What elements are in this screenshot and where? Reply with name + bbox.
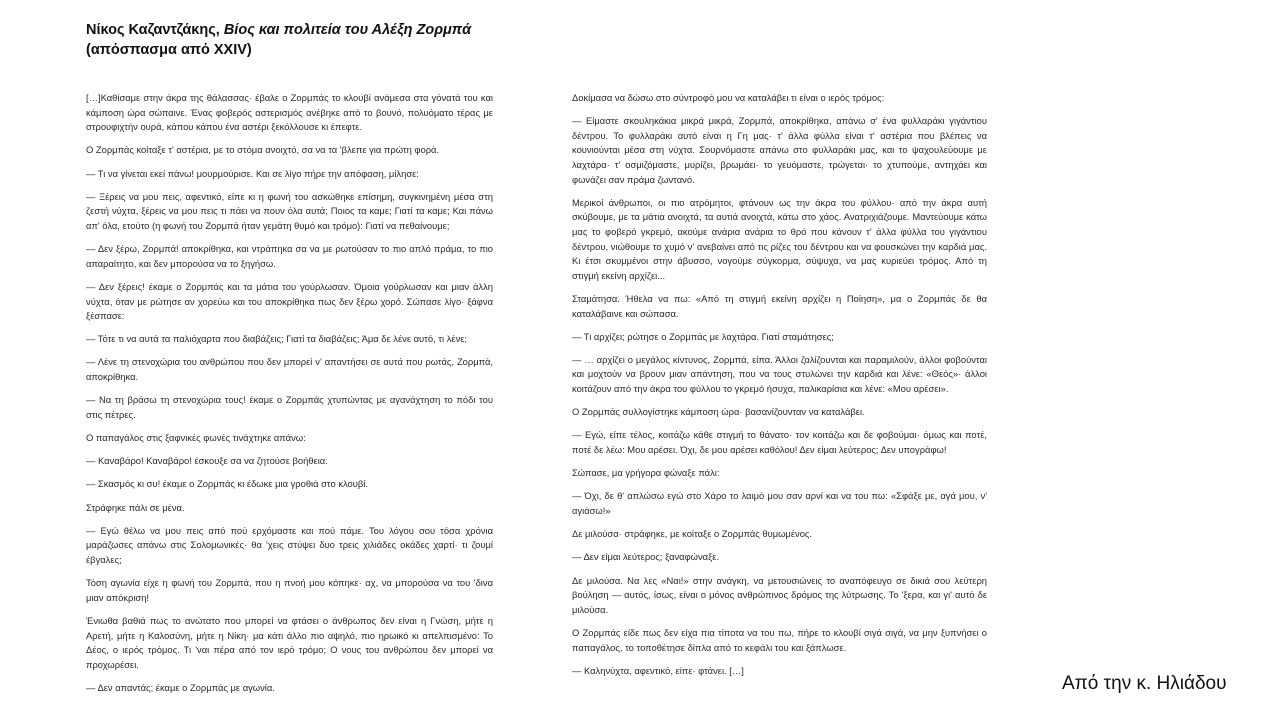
text-column-left: [86, 91, 493, 704]
text-column-right: [572, 91, 987, 687]
paragraph: Ένιωθα βαθιά πως το ανώτατο που μπορεί να φτάσει ο άνθρωπος δεν είναι η Γνώση, μήτε η Αρετή, μήτε η Καλοσύνη, μήτε η Νίκη· μα κάτι άλλο πιο αψηλό, πιο ηρωικό κι απελπισμένο: Το Δέος, ο ιερός τρόμος. Τι 'ναι πέρα από τον ιερό τρόμο; Ο νους του ανθρώπου δεν μπορεί να προχωρέσει.: [86, 614, 493, 670]
paragraph: Ο Ζορμπάς συλλογίστηκε κάμποση ώρα· βασανίζουνταν να καταλάβει.: [572, 406, 865, 418]
paragraph: Ο παπαγάλος στις ξαφνικές φωνές τινάχτηκε απάνω:: [86, 432, 306, 444]
title-excerpt: (απόσπασμα από XXIV): [86, 42, 252, 58]
paragraph: Δοκίμασα να δώσω στο σύντροφό μου να καταλάβει τι είναι ο ιερός τρόμος:: [572, 92, 885, 103]
paragraph: — Εγώ, είπε τέλος, κοιτάζω κάθε στιγμή το θάνατο· τον κοιτάζω και δε φοβούμαι· όμως και ποτέ, ποτέ δε λέω: Μου αρέσει. Όχι, δε μου αρέσει καθόλου! Δεν είμαι λεύτερος; Δεν υπογράφω!: [572, 429, 987, 456]
paragraph: Σώπασε, μα γρήγορα φώναξε πάλι:: [572, 467, 720, 479]
paragraph: — Ξέρεις να μου πεις, αφεντικό, είπε κι η φωνή του ασκώθηκε επίσημη, συγκινημένη μέσα στη ζεστή νύχτα, ξέρεις να μου πεις τι πάει να πουν όλα αυτά; Ποιος τα καμε; Γιατί τα καμε; Και πάνω απ' όλα, ετούτο (η φωνή του Ζορμπά ήταν γεμάτη θυμό και τρόμο): Γιατί να πεθαίνουμε;: [86, 190, 493, 231]
paragraph: — Δεν ξέρω, Ζορμπά! αποκρίθηκα, και ντράπηκα σα να με ρωτούσαν το πιο απλό πράμα, το πιο απαραίτητο, και δεν μπορούσα να το ξηγήσω.: [86, 243, 493, 269]
paragraph: […]Καθίσαμε στην άκρα της θάλασσας· έβαλε ο Ζορμπάς το κλουβί ανάμεσα στα γόνατά του και κάμποση ώρα σώπαινε. Ένας φοβερός αστερισμός ανέβηκε από το βουνό, πολυόματο τέρας με στρουφιχτήν ουρά, κάπου κάπου ένα αστέρι ξεκόλλουσε κι έπεφτε.: [86, 92, 493, 133]
paragraph: — Καληνύχτα, αφεντικό, είπε· φτάνει. […]: [572, 664, 744, 676]
title-author: Νίκος Καζαντζάκης,: [86, 22, 220, 38]
paragraph: Δε μιλούσα· στράφηκε, με κοίταξε ο Ζορμπάς θυμωμένος.: [572, 528, 813, 540]
paragraph: — Είμαστε σκουληκάκια μικρά μικρά, Ζορμπά, αποκρίθηκα, απάνω σ' ένα φυλλαράκι γιγάντιου δέντρου. Το φυλλαράκι αυτό είναι η Γη μας· τ' άλλα φύλλα είναι τ' αστέρια που βλέπεις να κουνιούνται μέσα στη νύχτα. Σουρνόμαστε απάνω στο φυλλαράκι μας, και το ψαχουλεύουμε με λαχτάρα· τ' οσμιζόμαστε, μυρίζει, βρωμάει· το γευόμαστε, τρώγεται· το χτυπούμε, αντηχάει και φωνάζει σαν πράμα ζωντανό.: [572, 115, 987, 185]
paragraph: Δε μιλούσα. Να λες «Ναι!» στην ανάγκη, να μετουσιώνεις το αναπόφευγο σε δικιά σου λεύτερη βούληση — αυτός, ίσως, είναι ο μόνος ανθρώπινος δρόμος της λύτρωσης. Το 'ξερα, και γι' αυτό δε μιλούσα.: [572, 574, 987, 615]
paragraph: — … αρχίζει ο μεγάλος κίντυνος, Ζορμπά, είπα. Άλλοι ζαλίζουνται και παραμιλούν, άλλοι φοβούνται και μοχτούν να βρουν μιαν απάντηση, που να τους στυλώνει την καρδιά και λένε: «Θεός»· άλλοι κοιτάζουν από την άκρα του φύλλου το γκρεμό ήσυχα, παλικαρίσια και λένε: «Μου αρέσει».: [572, 353, 987, 395]
title-book: Βίος και πολιτεία του Αλέξη Ζορμπά: [223, 22, 472, 38]
paragraph: — Δεν είμαι λεύτερος; ξαναφώναξε.: [572, 551, 720, 563]
paragraph: — Καναβάρο! Καναβάρο! έσκουξε σα να ζητούσε βοήθεια.: [86, 455, 328, 467]
paragraph: — Σκασμός κι συ! έκαμε ο Ζορμπάς κι έδωκε μια γροθιά στο κλουβί.: [86, 478, 368, 490]
paragraph: — Τι να γίνεται εκεί πάνω! μουρμούρισε. Και σε λίγο πήρε την απόφαση, μίλησε:: [86, 167, 419, 179]
paragraph: Μερικοί άνθρωποι, οι πιο ατρόμητοι, φτάνουν ως την άκρα του φύλλου· από την άκρα αυτή σκύβουμε, με τα μάτια ανοιχτά, τα αυτιά ανοιχτά, κάτω στο χάος. Ανατριχιάζουμε. Μαντεύουμε κάτω μας το φοβερό γκρεμό, ακούμε ανάρια ανάρια το θρό που κάνουν τ' άλλα φύλλα του γιγάντιου δέντρου, νιώθουμε το χυμό ν' ανεβαίνει από τις ρίζες του δέντρου και να φουσκώνει την καρδιά μας. Κι έτσι σκυμμένοι στην άβυσσο, νογούμε σύγκορμα, σύψυχα, να μας κυριεύει τρόμος. Από τη στιγμή εκείνη αρχίζει...: [572, 196, 987, 281]
paragraph: Ο Ζορμπάς είδε πως δεν είχα πια τίποτα να του πω, πήρε το κλουβί σιγά σιγά, να μην ξυπνήσει ο παπαγάλος, το τοποθέτησε δίπλα από το κεφάλι του και ξάπλωσε.: [572, 626, 987, 653]
paragraph: Τόση αγωνία είχε η φωνή του Ζορμπά, που η πνοή μου κόπηκε· αχ, να μπορούσα να του 'δινα μιαν απόκριση!: [86, 577, 493, 603]
paragraph: — Όχι, δε θ' απλώσω εγώ στο Χάρο το λαιμό μου σαν αρνί και να του πω: «Σφάξε με, αγά μου, ν' αγιάσω!»: [572, 490, 987, 516]
paragraph: — Λένε τη στενοχώρια του ανθρώπου που δεν μπορεί ν' απαντήσει σε αυτά που ρωτάς, Ζορμπά, αποκρίθηκα.: [86, 356, 493, 383]
paragraph: — Δεν ξέρεις! έκαμε ο Ζορμπάς και τα μάτια του γούρλωσαν. Όμοια γούρλωσαν και μιαν άλλη νύχτα, όταν με ρώτησε αν χορεύω και του αποκρίθηκα πως δεν ξέρω χορό. Σώπασε λίγο· ξάφνα ξέσπασε:: [86, 280, 493, 322]
paragraph: Ο Ζορμπάς κοίταξε τ' αστέρια, με το στόμα ανοιχτό, σα να τα 'βλεπε για πρώτη φορά.: [86, 144, 440, 156]
paragraph: Στράφηκε πάλι σε μένα.: [86, 501, 185, 513]
paragraph: — Τι αρχίζει; ρώτησε ο Ζορμπάς με λαχτάρα. Γιατί σταμάτησες;: [572, 330, 834, 342]
document-title: [86, 20, 496, 60]
paragraph: — Εγώ θέλω να μου πεις από πού ερχόμαστε και πού πάμε. Του λόγου σου τόσα χρόνια μαράζωσες απάνω στις Σολομωνικές· θα 'χεις στύψει δυο τρεις χιλιάδες οκάδες χαρτί· τι ζουμί έβγαλες;: [86, 524, 493, 565]
paragraph: — Να τη βράσω τη στενοχώρια τους! έκαμε ο Ζορμπάς χτυπώντας με αγανάχτηση το πόδι του στις πέτρες.: [86, 394, 493, 420]
paragraph: Σταμάτησα. Ήθελα να πω: «Από τη στιγμή εκείνη αρχίζει η Ποίηση», μα ο Ζορμπάς δε θα καταλάβαινε και σώπασα.: [572, 292, 987, 319]
author-credit: Από την κ. Ηλιάδου: [1062, 673, 1227, 694]
paragraph: — Δεν απαντάς; έκαμε ο Ζορμπάς με αγωνία.: [86, 681, 275, 693]
paragraph: — Τότε τι να αυτά τα παλιόχαρτα που διαβάζεις; Γιατί τα διαβάζεις; Άμα δε λένε αυτό, τι λένε;: [86, 333, 468, 345]
